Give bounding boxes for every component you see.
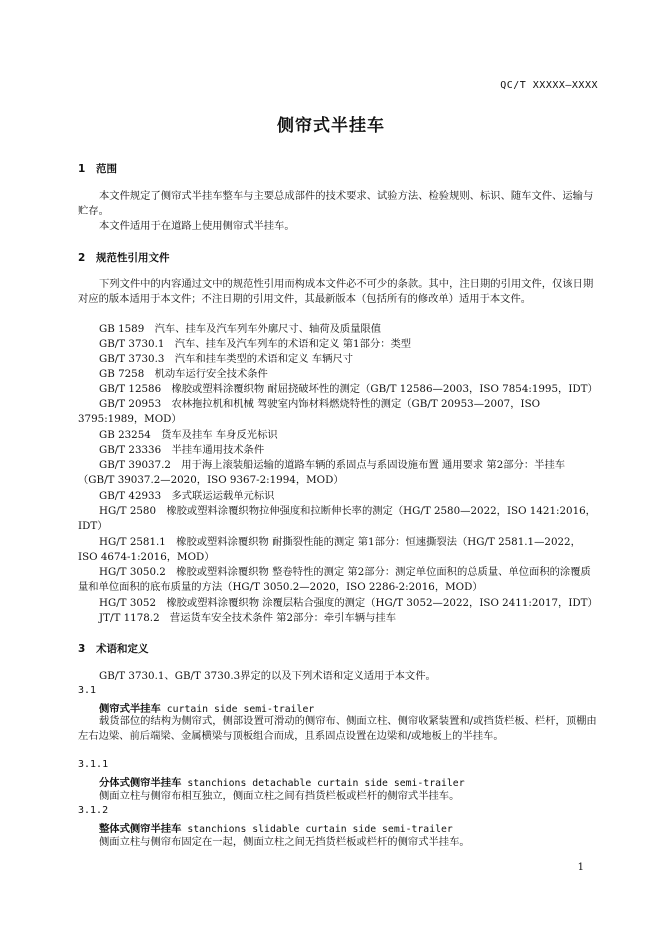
section-heading-terms: 3 术语和定义	[78, 643, 149, 655]
reference-item: JT/T 1178.2 营运货车安全技术条件 第2部分：牵引车辆与挂车	[99, 612, 396, 624]
term-definition: 侧面立柱与侧帘布固定在一起，侧面立柱之间无挡货栏板或栏杆的侧帘式半挂车。	[99, 836, 470, 848]
section-heading-scope: 1 范围	[78, 163, 117, 175]
reference-item: GB 23254 货车及挂车 车身反光标识	[99, 429, 278, 441]
term-number: 3.1.1	[78, 759, 109, 770]
scope-paragraph-2: 本文件适用于在道路上使用侧帘式半挂车。	[99, 220, 295, 232]
reference-item: GB/T 23336 半挂车通用技术条件	[99, 444, 265, 456]
term-heading: 侧帘式半挂车 curtain side semi-trailer	[99, 703, 315, 715]
reference-item: GB 1589 汽车、挂车及汽车列车外廓尺寸、轴荷及质量限值	[99, 323, 382, 335]
term-number: 3.1	[78, 685, 97, 696]
term-heading: 分体式侧帘半挂车 stanchions detachable curtain side semi-trailer	[99, 777, 465, 789]
reference-item: GB/T 42933 多式联运运载单元标识	[99, 490, 275, 502]
document-number: QC/T XXXXX—XXXX	[500, 80, 598, 91]
reference-item: GB/T 20953 农林拖拉机和机械 驾驶室内饰材料燃烧特性的测定（GB/T 20953—2007，ISO 3795:1989，MOD）	[78, 398, 541, 426]
reference-item: HG/T 3052 橡胶或塑料涂覆织物 涂覆层粘合强度的测定（HG/T 3052—2022，ISO 2411:2017，IDT）	[99, 597, 598, 609]
term-heading: 整体式侧帘半挂车 stanchions slidable curtain side semi-trailer	[99, 823, 453, 835]
section-heading-normative-references: 2 规范性引用文件	[78, 252, 170, 264]
page-number: 1	[577, 862, 584, 873]
term-definition: 侧面立柱与侧帘布相互独立，侧面立柱之间有挡货栏板或栏杆的侧帘式半挂车。	[99, 790, 460, 802]
scope-paragraph-1: 本文件规定了侧帘式半挂车整车与主要总成部件的技术要求、试验方法、检验规则、标识、随车文件、运输与贮存。	[78, 190, 594, 218]
reference-item: GB/T 3730.1 汽车、挂车及汽车列车的术语和定义 第1部分：类型	[99, 338, 412, 350]
reference-item: HG/T 2581.1 橡胶或塑料涂覆织物 耐撕裂性能的测定 第1部分：恒速撕裂法（HG/T 2581.1—2022，ISO 4674-1:2016，MOD）	[78, 536, 581, 564]
reference-item: HG/T 3050.2 橡胶或塑料涂覆织物 整卷特性的测定 第2部分：测定单位面积的总质量、单位面积的涂覆质量和单位面积的底布质量的方法（HG/T 3050.2—2020，ISO 2286-2:2016，MOD）	[78, 566, 591, 594]
terms-intro: GB/T 3730.1、GB/T 3730.3界定的以及下列术语和定义适用于本文件。	[99, 670, 436, 682]
term-number: 3.1.2	[78, 805, 109, 816]
reference-item: GB 7258 机动车运行安全技术条件	[99, 368, 268, 380]
reference-item: GB/T 39037.2 用于海上滚装船运输的道路车辆的系固点与系固设施布置 通用要求 第2部分：半挂车（GB/T 39037.2—2020，ISO 9367-2:1994，MOD）	[78, 459, 566, 487]
reference-item: GB/T 3730.3 汽车和挂车类型的术语和定义 车辆尺寸	[99, 353, 354, 365]
term-definition: 载货部位的结构为侧帘式，侧部设置可滑动的侧帘布、侧面立柱、侧帘收紧装置和/或挡货栏板、栏杆，顶棚由左右边梁、前后端梁、金属横梁与顶板组合而成，且系固点设置在边梁和/或地板上的半挂车。	[78, 715, 597, 743]
reference-item: GB/T 12586 橡胶或塑料涂覆织物 耐屈挠破坏性的测定（GB/T 12586—2003，ISO 7854:1995，IDT）	[99, 383, 598, 395]
document-title: 侧帘式半挂车	[277, 116, 385, 136]
references-intro: 下列文件中的内容通过文中的规范性引用而构成本文件必不可少的条款。其中，注日期的引用文件，仅该日期对应的版本适用于本文件；不注日期的引用文件，其最新版本（包括所有的修改单）适用于本文件。	[78, 278, 594, 306]
reference-item: HG/T 2580 橡胶或塑料涂覆织物拉伸强度和拉断伸长率的测定（HG/T 2580—2022，ISO 1421:2016，IDT）	[78, 505, 596, 533]
